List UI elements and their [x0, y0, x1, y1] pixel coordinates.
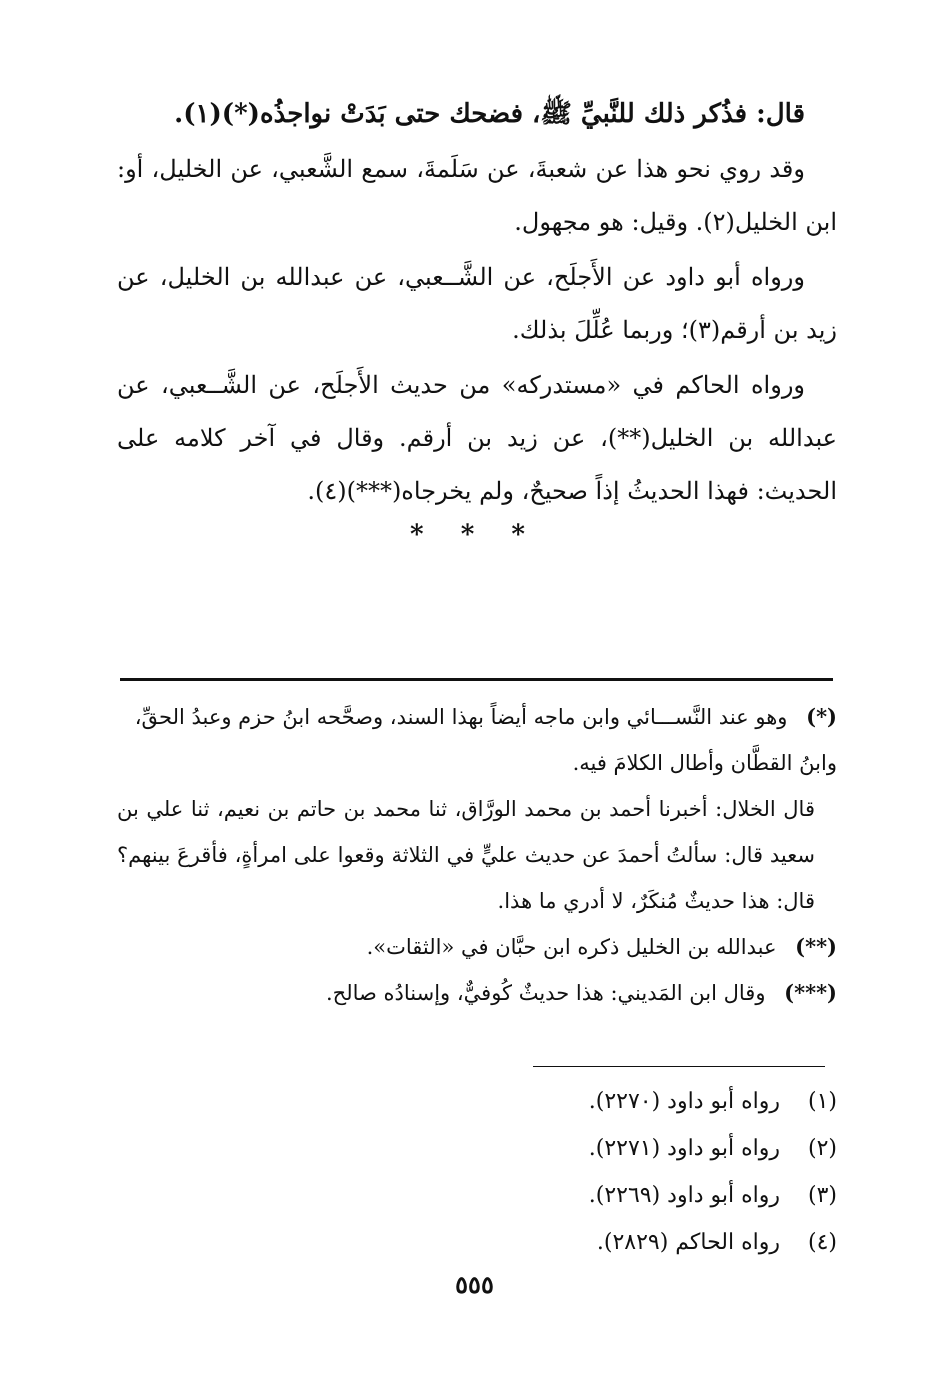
note-text: وهو عند النَّســـائي وابن ماجه أيضاً بهذا السند، وصحَّحه ابنُ حزم وعبدُ الحقِّ، وابنُ القطَّان وأطال الكلامَ فيه.: [134, 705, 837, 775]
note-text: عبدالله بن الخليل ذكره ابن حبَّان في «الثقات».: [366, 935, 777, 959]
note-text: وقال ابن المَديني: هذا حديثٌ كُوفيٌّ، وإسنادُه صالح.: [326, 981, 766, 1005]
footnote-text: رواه أبو داود (٢٢٧٠).: [588, 1089, 780, 1114]
footnotes: [417, 1078, 837, 1266]
note-item: [117, 694, 837, 786]
page-number: ٥٥٥: [455, 1270, 494, 1299]
footnote-number: (٢): [807, 1136, 837, 1161]
note-quote: قال الخلال: أخبرنا أحمد بن محمد الورَّاق، ثنا محمد بن حاتم بن نعيم، ثنا علي بن سعيد قال: سألتُ أحمدَ عن حديث عليٍّ في الثلاثة وقعوا على امرأةٍ، فأقرعَ بينهم؟ قال: هذا حديثٌ مُنكَرٌ، لا أدري ما هذا.: [117, 797, 815, 913]
footnote-number: (٣): [807, 1183, 837, 1208]
note-item: [117, 924, 837, 970]
footnote-text: رواه أبو داود (٢٢٦٩).: [588, 1183, 780, 1208]
note-marker: (*): [806, 704, 837, 729]
footnote-text: رواه الحاكم (٢٨٢٩).: [596, 1230, 780, 1255]
paragraph: وقد روي نحو هذا عن شعبةَ، عن سَلَمةَ، سمع الشَّعبي، عن الخليل، أو: ابن الخليل(٢). وقيل: هو مجهول.: [117, 155, 837, 236]
footnote: [417, 1172, 837, 1219]
footnotes-divider: [533, 1066, 825, 1067]
editor-notes: [117, 694, 837, 1016]
note-marker: (***): [784, 980, 837, 1005]
paragraph: ورواه الحاكم في «مستدركه» من حديث الأَجلَح، عن الشَّــعبي، عن عبدالله بن الخليل(**)، عن زيد بن أرقم. وقال في آخر كلامه على الحديث: فهذا الحديثُ إذاً صحيحٌ، ولم يخرجاه(***)(٤).: [117, 371, 837, 505]
footnote: [417, 1219, 837, 1266]
notes-divider: [120, 678, 833, 681]
footnote-text: رواه أبو داود (٢٢٧١).: [588, 1136, 780, 1161]
paragraph: قال: فذُكر ذلك للنَّبيِّ ﷺ، فضحك حتى بَدَتْ نواجذُه(*)(١).: [174, 99, 805, 129]
footnote-number: (١): [807, 1089, 837, 1114]
paragraph: ورواه أبو داود عن الأَجلَح، عن الشَّــعبي، عن عبدالله بن الخليل، عن زيد بن أرقم(٣)؛ وربما عُلِّلَ بذلك.: [117, 263, 837, 344]
section-separator: * * *: [410, 520, 539, 550]
note-marker: (**): [795, 934, 837, 959]
main-text: [117, 88, 837, 520]
footnote-number: (٤): [807, 1230, 837, 1255]
footnote: [417, 1078, 837, 1125]
note-item: [117, 970, 837, 1016]
footnote: [417, 1125, 837, 1172]
